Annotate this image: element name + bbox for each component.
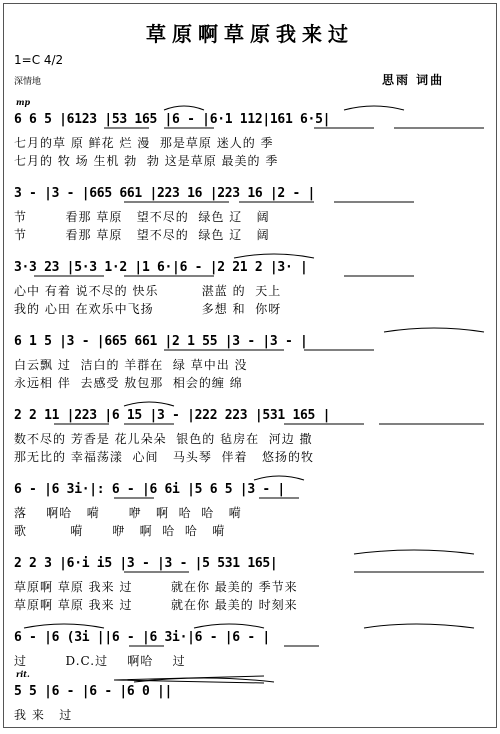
- lyric-line-1: 草原啊 草原 我来 过 就在你 最美的 季节来: [14, 580, 298, 594]
- lyric-line-1: 节 看那 草原 望不尽的 绿色 辽 阔: [14, 210, 270, 224]
- lyric-line-1: 白云飘 过 洁白的 羊群在 绿 草中出 没: [14, 358, 248, 372]
- notation-line: 6 1 5 |3 - |665 661 |2 1 55 |3 - |3 - |: [14, 334, 308, 349]
- notation-line: 2 2 3 |6·i i5 |3 - |3 - |5 531 165|: [14, 556, 278, 571]
- score-system-3: [14, 256, 490, 326]
- lyric-line-2: 草原啊 草原 我来 过 就在你 最美的 时刻来: [14, 598, 298, 612]
- notation-line: 2 2 11 |223 |6 15 |3 - |222 223 |531 165 |: [14, 408, 331, 423]
- lyric-line-2: 那无比的 幸福荡漾 心间 马头琴 伴着 悠扬的牧: [14, 450, 314, 464]
- score-system-9: [14, 669, 490, 728]
- notation-line: 6 - |6 3i·|: 6 - |6 6i |5 6 5 |3 - |: [14, 482, 285, 497]
- notation-line: 3 - |3 - |665 661 |223 16 |223 16 |2 - |: [14, 186, 316, 201]
- lyric-line-1: 数不尽的 芳香是 花儿朵朵 银色的 毡房在 河边 撒: [14, 432, 313, 446]
- lyric-line-1: 落 啊哈 嗬 咿 啊 哈 哈 嗬: [14, 506, 242, 520]
- lyric-line-2: [14, 725, 490, 728]
- lyric-line-1: 过 D.C.过 啊哈 过: [14, 654, 186, 668]
- lyric-line-2: 我的 心田 在欢乐中飞扬 多想 和 你呀: [14, 302, 282, 316]
- tempo-marking: 深情地: [14, 77, 42, 87]
- composer-credit: 思雨 词曲: [382, 73, 445, 87]
- score-system-1: [14, 97, 490, 178]
- tempo-change-mark: rit.: [16, 669, 30, 679]
- lyric-line-1: 心中 有着 说不尽的 快乐 湛蓝 的 天上: [14, 284, 282, 298]
- score-page: [3, 3, 497, 728]
- lyric-line-2: 永远相 伴 去感受 敖包那 相会的缠 绵: [14, 376, 243, 390]
- dynamic-mark: mp: [16, 97, 31, 107]
- score-system-6: [14, 478, 490, 548]
- lyric-line-1: 七月的草 原 鲜花 烂 漫 那是草原 迷人的 季: [14, 136, 274, 150]
- score-system-4: [14, 330, 490, 400]
- song-title: 草原啊草原我来过: [146, 22, 354, 46]
- notation-line: 6 - |6 (3i ||6 - |6 3i·|6 - |6 - |: [14, 630, 270, 645]
- notation-line: 3·3 23 |5·3 1·2 |1 6·|6 - |2 21 2 |3· |: [14, 260, 308, 275]
- lyric-line-2: 七月的 牧 场 生机 勃 勃 这是草原 最美的 季: [14, 154, 279, 168]
- score-system-5: [14, 404, 490, 474]
- notation-line: 6 6 5 |6123 |53 165 |6 - |6·1 112|161 6·5|: [14, 112, 331, 127]
- key-signature: 1=C 4/2: [14, 53, 64, 67]
- lyric-line-2: 节 看那 草原 望不尽的 绿色 辽 阔: [14, 228, 270, 242]
- score-system-7: [14, 552, 490, 622]
- score-system-2: [14, 182, 490, 252]
- lyric-line-2: 歌 嗬 咿 啊 哈 哈 嗬: [14, 524, 226, 538]
- lyric-line-1: 我 来 过: [14, 708, 73, 722]
- notation-line: 5 5 |6 - |6 - |6 0 ||: [14, 684, 173, 699]
